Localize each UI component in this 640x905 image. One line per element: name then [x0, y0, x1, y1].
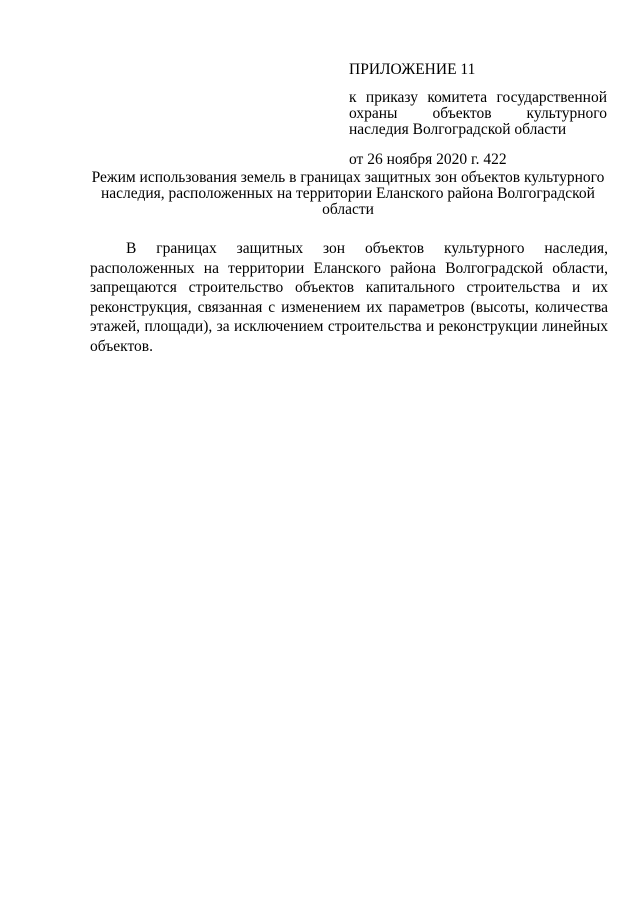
appendix-date-number: от 26 ноября 2020 г. 422: [349, 151, 507, 168]
document-body-paragraph: В границах защитных зон объектов культурного наследия, расположенных на территории Еланского района Волгоградской области, запрещаются строительство объектов капитального строительства и их реконструкция, связанная с изменением их параметров (высоты, количества этажей, площади), за исключением строительства и реконструкции линейных объектов.: [90, 240, 608, 355]
document-title: Режим использования земель в границах защитных зон объектов культурного наследия, расположенных на территории Еланского района Волгоградской области: [91, 169, 605, 218]
appendix-header: [349, 62, 607, 168]
appendix-reference: к приказу комитета государственной охраны объектов культурного наследия Волгоградской области: [349, 89, 607, 138]
appendix-title: ПРИЛОЖЕНИЕ 11: [349, 61, 476, 78]
